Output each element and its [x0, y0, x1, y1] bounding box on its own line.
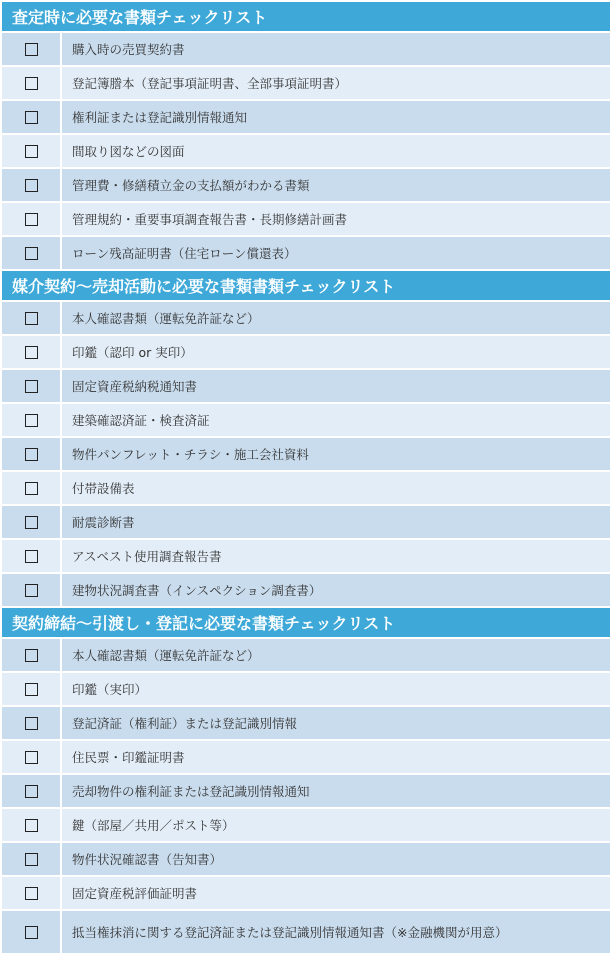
checklist-row [2, 877, 610, 911]
checkbox[interactable] [25, 43, 38, 56]
checkbox-cell [2, 809, 62, 841]
checkbox-cell [2, 673, 62, 705]
section-header: 契約締結～引渡し・登記に必要な書類チェックリスト [2, 608, 610, 639]
checklist-row [2, 203, 610, 237]
checkbox-cell [2, 67, 62, 99]
checkbox-cell [2, 33, 62, 65]
checkbox-cell [2, 203, 62, 235]
checklist-item-label: 印鑑（実印） [72, 682, 148, 697]
checklist-table [2, 2, 610, 955]
checklist-row [2, 707, 610, 741]
checkbox-cell [2, 707, 62, 739]
checkbox-cell [2, 302, 62, 334]
checklist-item-label: 登記簿謄本（登記事項証明書、全部事項証明書） [72, 76, 348, 91]
checkbox[interactable] [25, 584, 38, 597]
checkbox-cell [2, 370, 62, 402]
checklist-row [2, 237, 610, 271]
checkbox[interactable] [25, 346, 38, 359]
checkbox-cell [2, 135, 62, 167]
checklist-row [2, 775, 610, 809]
section-header: 媒介契約～売却活動に必要な書類書類チェックリスト [2, 271, 610, 302]
checklist-item-label: 管理費・修繕積立金の支払額がわかる書類 [72, 178, 310, 193]
checklist-row [2, 540, 610, 574]
checklist-row [2, 404, 610, 438]
checklist-item-label: 付帯設備表 [72, 481, 135, 496]
checklist-item-label: 住民票・印鑑証明書 [72, 750, 185, 765]
checklist-row [2, 741, 610, 775]
checkbox[interactable] [25, 213, 38, 226]
checklist-item-label: ローン残高証明書（住宅ローン償還表） [72, 246, 297, 261]
checkbox-cell [2, 237, 62, 269]
checkbox[interactable] [25, 683, 38, 696]
checklist-row [2, 472, 610, 506]
checkbox-cell [2, 438, 62, 470]
checklist-row [2, 809, 610, 843]
section-header: 査定時に必要な書類チェックリスト [2, 2, 610, 33]
checkbox-cell [2, 540, 62, 572]
checklist-item-label: 物件パンフレット・チラシ・施工会社資料 [72, 447, 309, 462]
checkbox-cell [2, 911, 62, 953]
checklist-row [2, 336, 610, 370]
checklist-row [2, 33, 610, 67]
checkbox[interactable] [25, 649, 38, 662]
checkbox[interactable] [25, 380, 38, 393]
checkbox-cell [2, 741, 62, 773]
checkbox-cell [2, 169, 62, 201]
checklist-row [2, 302, 610, 336]
checklist-row [2, 370, 610, 404]
checkbox-cell [2, 574, 62, 606]
checkbox[interactable] [25, 414, 38, 427]
checklist-item-label: 売却物件の権利証または登記識別情報通知 [72, 784, 310, 799]
checkbox[interactable] [25, 247, 38, 260]
checklist-row [2, 169, 610, 203]
checklist-item-label: 耐震診断書 [72, 515, 135, 530]
checklist-item-label: 購入時の売買契約書 [72, 42, 185, 57]
checkbox-cell [2, 506, 62, 538]
checklist-item-label: 抵当権抹消に関する登記済証または登記識別情報通知書（※金融機関が用意） [72, 925, 508, 940]
checklist-item-label: 間取り図などの図面 [72, 144, 185, 159]
checklist-item-label: 固定資産税評価証明書 [72, 886, 198, 901]
checklist-item-label: 固定資産税納税通知書 [72, 379, 198, 394]
checkbox[interactable] [25, 887, 38, 900]
checkbox[interactable] [25, 819, 38, 832]
checkbox-cell [2, 877, 62, 909]
checklist-row [2, 911, 610, 955]
checklist-item-label: 物件状況確認書（告知書） [72, 852, 223, 867]
checkbox[interactable] [25, 111, 38, 124]
checklist-item-label: 建物状況調査書（インスペクション調査書） [72, 583, 322, 598]
checkbox[interactable] [25, 926, 38, 939]
checkbox-cell [2, 843, 62, 875]
checklist-row [2, 574, 610, 608]
checklist-row [2, 506, 610, 540]
checkbox-cell [2, 472, 62, 504]
checklist-row [2, 673, 610, 707]
checklist-item-label: 本人確認書類（運転免許証など） [72, 311, 260, 326]
checkbox-cell [2, 101, 62, 133]
checklist-row [2, 67, 610, 101]
checklist-item-label: 本人確認書類（運転免許証など） [72, 648, 260, 663]
checklist-item-label: 鍵（部屋／共用／ポスト等） [72, 818, 235, 833]
checklist-item-label: 建築確認済証・検査済証 [72, 413, 210, 428]
checklist-row [2, 101, 610, 135]
checklist-item-label: アスベスト使用調査報告書 [72, 549, 222, 564]
checkbox[interactable] [25, 853, 38, 866]
checklist-row [2, 135, 610, 169]
checklist-item-label: 権利証または登記識別情報通知 [72, 110, 248, 125]
checklist-row [2, 639, 610, 673]
checkbox-cell [2, 775, 62, 807]
checkbox-cell [2, 336, 62, 368]
checklist-item-label: 管理規約・重要事項調査報告書・長期修繕計画書 [72, 212, 348, 227]
checkbox[interactable] [25, 77, 38, 90]
checklist-item-label: 登記済証（権利証）または登記識別情報 [72, 716, 298, 731]
checkbox[interactable] [25, 145, 38, 158]
checkbox[interactable] [25, 785, 38, 798]
checkbox[interactable] [25, 516, 38, 529]
checkbox[interactable] [25, 179, 38, 192]
checkbox-cell [2, 404, 62, 436]
checkbox[interactable] [25, 550, 38, 563]
checklist-row [2, 843, 610, 877]
checklist-row [2, 438, 610, 472]
checkbox[interactable] [25, 448, 38, 461]
checkbox[interactable] [25, 751, 38, 764]
checkbox-cell [2, 639, 62, 671]
checklist-item-label: 印鑑（認印 or 実印） [72, 345, 193, 360]
checkbox[interactable] [25, 482, 38, 495]
checkbox[interactable] [25, 717, 38, 730]
checkbox[interactable] [25, 312, 38, 325]
